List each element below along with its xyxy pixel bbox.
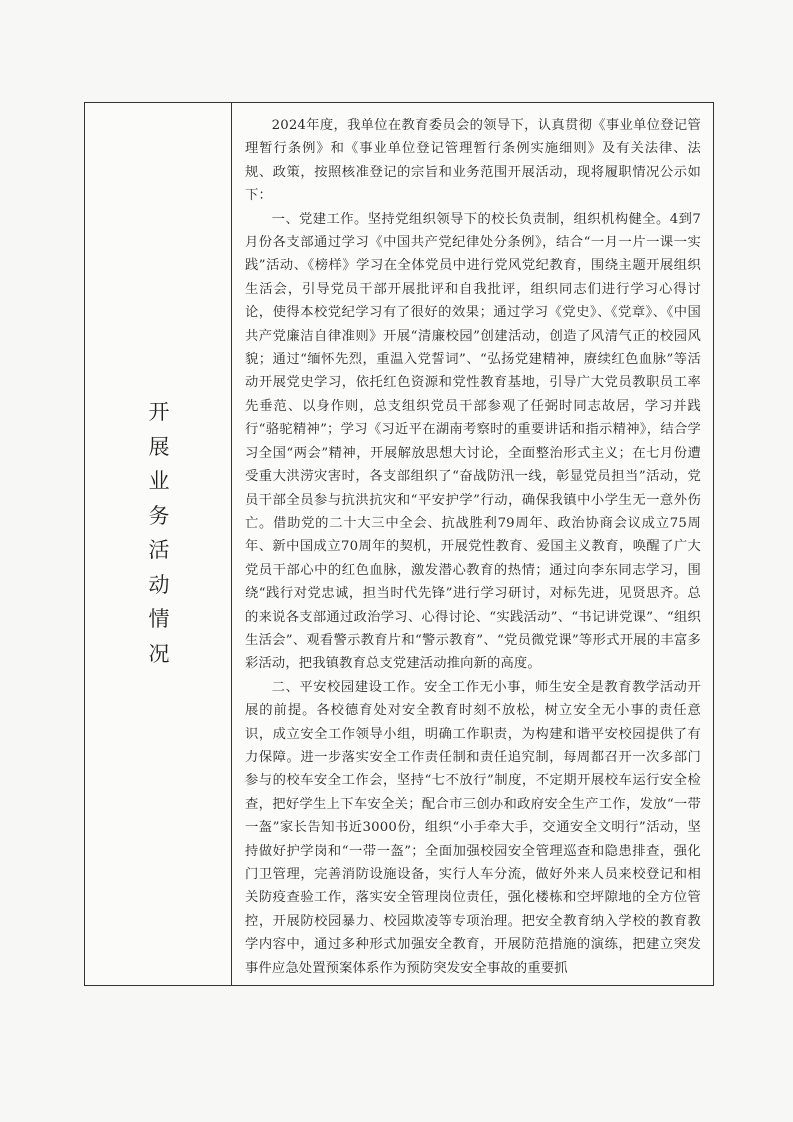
section-label-char: 业 [148, 469, 170, 493]
section-label-char: 动 [148, 572, 170, 597]
intro-paragraph: 2024年度，我单位在教育委员会的领导下，认真贯彻《事业单位登记管理暂行条例》和《事业单位登记管理暂行条例实施细则》及有关法律、法规、政策，按照核准登记的宗旨和业务范围开展活动，现将履职情况公示如下： [245, 118, 701, 204]
section-label-char: 况 [148, 641, 170, 666]
section-label [145, 395, 173, 671]
section-label-char: 情 [148, 607, 170, 631]
activity-report-table [84, 102, 714, 986]
section-label-char: 展 [148, 434, 170, 459]
safe-campus-paragraph: 二、平安校园建设工作。安全工作无小事，师生安全是教育教学活动开展的前提。各校德育处对安全教育时刻不放松，树立安全无小事的责任意识，成立安全工作领导小组，明确工作职责，为构建和谐平安校园提供了有力保障。进一步落实安全工作责任制和责任追究制，每周都召开一次多部门参与的校车安全工作会，坚持“七不放行”制度，不定期开展校车运行安全检查，把好学生上下车安全关；配合市三创办和政府安全生产工作，发放“一带一盔”家长告知书近3000份，组织“小手牵大手，交通安全文明行”活动，坚持做好护学岗和“一带一盔”；全面加强校园安全管理巡查和隐患排查，强化门卫管理，完善消防设施设备，实行人车分流，做好外来人员来校登记和相关防疫查验工作，落实安全管理岗位责任，强化楼栋和空坪隙地的全方位管控，开展防校园暴力、校园欺凌等专项治理。把安全教育纳入学校的教育教学内容中，通过多种形式加强安全教育，开展防范措施的演练，把建立突发事件应急处置预案体系作为预防突发安全事故的重要抓 [245, 679, 701, 976]
section-content-cell [233, 103, 713, 985]
section-label-char: 务 [148, 503, 170, 528]
section-label-cell [85, 103, 232, 985]
section-label-char: 开 [148, 400, 170, 424]
party-building-paragraph: 一、党建工作。坚持党组织领导下的校长负责制，组织机构健全。4到7月份各支部通过学习《中国共产党纪律处分条例》，结合“一月一片一课一实践”活动、《榜样》学习在全体党员中进行党风党纪教育，围绕主题开展组织生活会，引导党员干部开展批评和自我批评，组织同志们进行学习心得讨论，使得本校党纪学习有了很好的效果；通过学习《党史》、《党章》、《中国共产党廉洁自律准则》开展“清廉校园”创建活动，创造了风清气正的校园风貌；通过“缅怀先烈，重温入党誓词”、“弘扬党建精神，赓续红色血脉”等活动开展党史学习，依托红色资源和党性教育基地，引导广大党员教职员工率先垂范、以身作则，总支组织党员干部参观了任弼时同志故居，学习并践行“骆驼精神”；学习《习近平在湖南考察时的重要讲话和指示精神》，结合学习全国“两会”精神，开展解放思想大讨论，全面整治形式主义；在七月份遭受重大洪涝灾害时，各支部组织了“奋战防汛一线，彰显党员担当”活动，党员干部全员参与抗洪抗灾和“平安护学”行动，确保我镇中小学生无一意外伤亡。借助党的二十大三中全会、抗战胜利79周年、政治协商会议成立75周年、新中国成立70周年的契机，开展党性教育、爱国主义教育，唤醒了广大党员干部心中的红色血脉，激发潜心教育的热情；通过向李东同志学习，围绕“践行对党忠诚，担当时代先锋”进行学习研讨，对标先进，见贤思齐。总的来说各支部通过政治学习、心得讨论、“实践活动”、“书记讲党课”、“组织生活会”、观看警示教育片和“警示教育”、“党员微党课”等形式开展的丰富多彩活动，把我镇教育总支党建活动推向新的高度。 [245, 211, 701, 672]
section-label-char: 活 [148, 538, 170, 562]
